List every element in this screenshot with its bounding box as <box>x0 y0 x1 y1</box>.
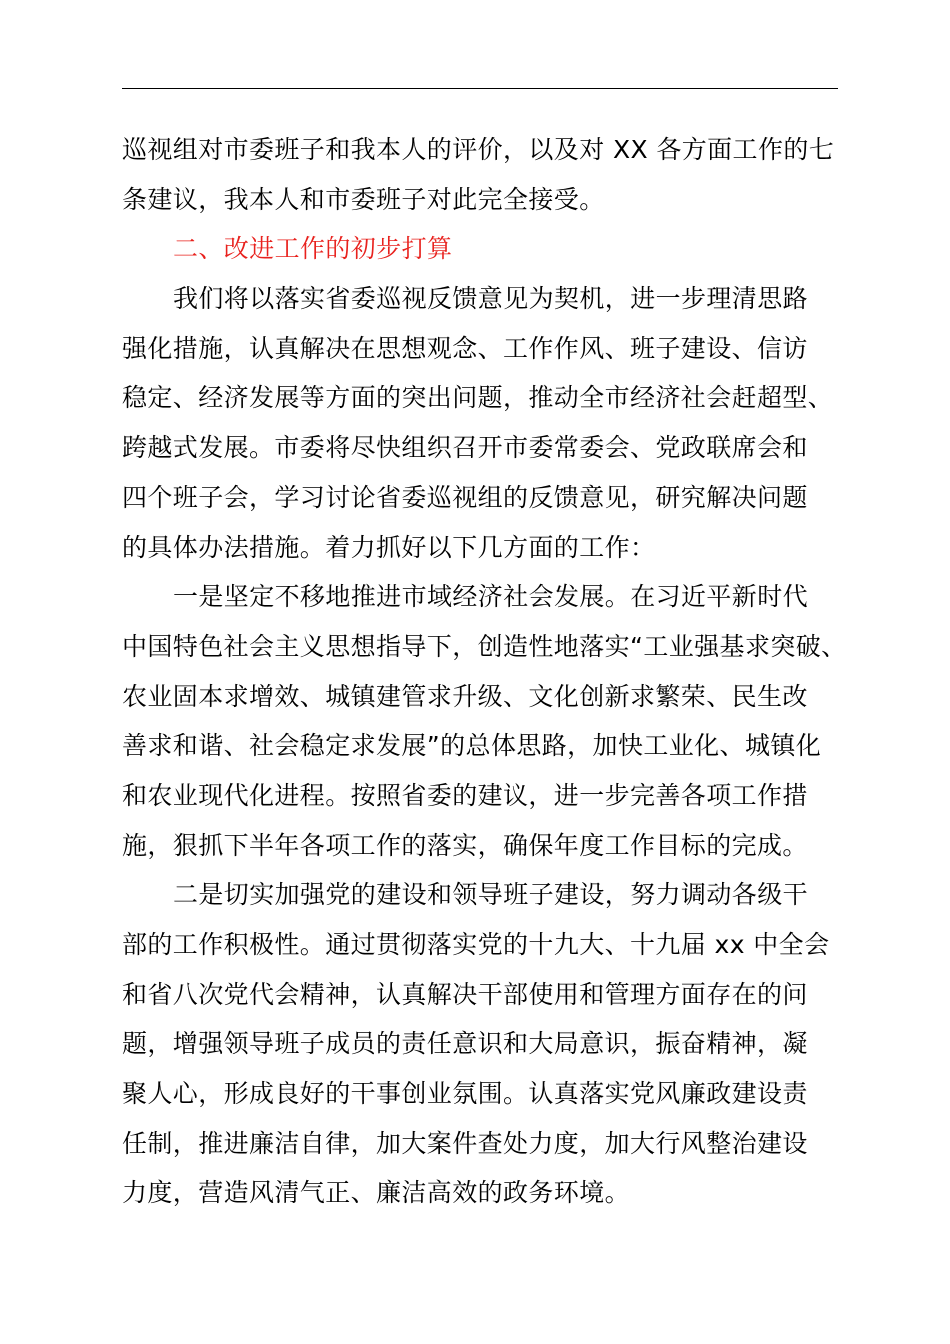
text-line: 巡视组对市委班子和我本人的评价，以及对 XX 各方面工作的七 <box>122 135 835 164</box>
header-rule <box>122 88 838 89</box>
text-line: 农业固本求增效、城镇建管求升级、文化创新求繁荣、民生改 <box>122 681 808 711</box>
text-line: 四个班子会，学习讨论省委巡视组的反馈意见，研究解决问题 <box>122 482 808 512</box>
document-body <box>122 125 847 1218</box>
text-line: 力度，营造风清气正、廉洁高效的政务环境。 <box>122 1178 631 1208</box>
text-line: 任制，推进廉洁自律，加大案件查处力度，加大行风整治建设 <box>122 1128 808 1158</box>
text-line: 条建议，我本人和市委班子对此完全接受。 <box>122 184 605 214</box>
text-line: 善求和谐、社会稳定求发展”的总体思路，加快工业化、城镇化 <box>122 731 822 761</box>
text-line: 我们将以落实省委巡视反馈意见为契机，进一步理清思路 <box>173 284 809 314</box>
text-line: 和农业现代化进程。按照省委的建议，进一步完善各项工作措 <box>122 780 808 810</box>
text-line: 部的工作积极性。通过贯彻落实党的十九大、十九届 xx 中全会 <box>122 930 830 959</box>
section-heading: 二、改进工作的初步打算 <box>173 234 453 264</box>
text-line: 中国特色社会主义思想指导下，创造性地落实“工业强基求突破、 <box>122 631 847 661</box>
text-line: 题，增强领导班子成员的责任意识和大局意识，振奋精神，凝 <box>122 1029 808 1059</box>
text-line: 施，狠抓下半年各项工作的落实，确保年度工作目标的完成。 <box>122 830 808 860</box>
text-line: 和省八次党代会精神，认真解决干部使用和管理方面存在的问 <box>122 979 808 1009</box>
text-line: 二是切实加强党的建设和领导班子建设，努力调动各级干 <box>173 880 809 910</box>
text-line: 稳定、经济发展等方面的突出问题，推动全市经济社会赶超型、 <box>122 383 834 413</box>
text-line: 一是坚定不移地推进市域经济社会发展。在习近平新时代 <box>173 582 809 612</box>
text-line: 强化措施，认真解决在思想观念、工作作风、班子建设、信访 <box>122 333 808 363</box>
text-line: 跨越式发展。市委将尽快组织召开市委常委会、党政联席会和 <box>122 433 808 463</box>
text-line: 的具体办法措施。着力抓好以下几方面的工作： <box>122 532 656 562</box>
text-line: 聚人心，形成良好的干事创业氛围。认真落实党风廉政建设责 <box>122 1079 808 1109</box>
